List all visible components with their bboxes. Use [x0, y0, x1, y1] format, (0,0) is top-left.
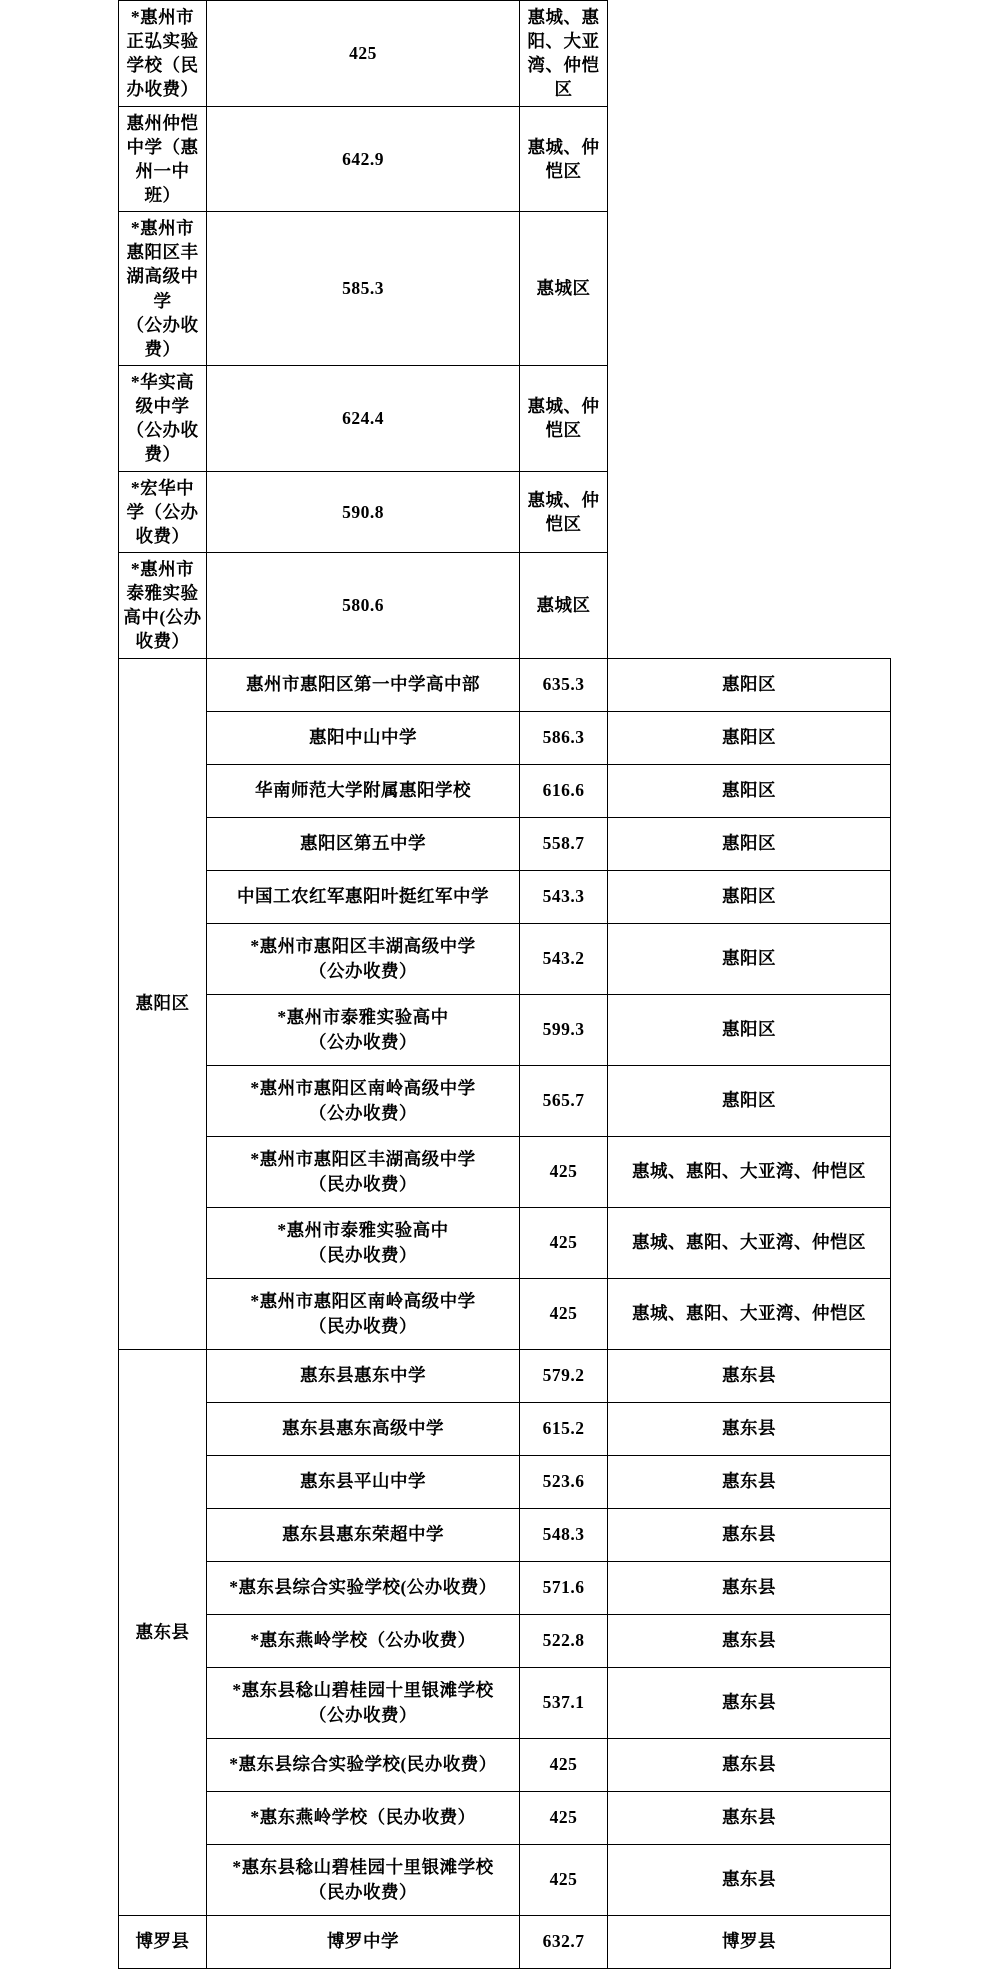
enrollment-area-cell: 惠阳区	[608, 1065, 891, 1136]
table-row	[119, 365, 891, 471]
school-name-line2: （民办收费）	[309, 1315, 417, 1336]
school-name-line1: 博罗中学	[327, 1931, 399, 1952]
school-name-line1: *惠州市惠阳区丰湖高级中学	[250, 1149, 476, 1170]
table-row	[119, 1207, 891, 1278]
table-row	[119, 870, 891, 923]
table-row	[119, 817, 891, 870]
school-name-cell	[207, 870, 520, 923]
enrollment-area-cell: 惠东县	[608, 1614, 891, 1667]
enrollment-area-cell: 惠阳区	[608, 994, 891, 1065]
region-cell: 博罗县	[119, 1915, 207, 1968]
score-cell: 523.6	[520, 1455, 608, 1508]
school-name-line1: *惠州市惠阳区南岭高级中学	[250, 1078, 476, 1099]
table-row	[119, 552, 891, 658]
score-cell: 635.3	[520, 658, 608, 711]
school-name-cell	[207, 711, 520, 764]
school-name-line1: *惠州市泰雅实验高中	[277, 1220, 449, 1241]
school-name-cell	[207, 1508, 520, 1561]
enrollment-area-cell: 惠城区	[520, 212, 608, 366]
school-name-line1: 惠州市惠阳区第一中学高中部	[246, 674, 480, 695]
table-row	[119, 658, 891, 711]
school-name-line2: （民办收费）	[309, 1244, 417, 1265]
region-cell: 惠阳区	[119, 658, 207, 1349]
score-cell: 590.8	[207, 471, 520, 552]
school-name-line1: *惠东县综合实验学校(民办收费）	[229, 1754, 497, 1775]
enrollment-area-cell: 惠城、惠阳、大亚湾、仲恺区	[520, 1, 608, 107]
school-name-line1: *宏华中学（公办收费）	[126, 477, 199, 546]
table-row	[119, 1738, 891, 1791]
school-name-line2: （公办收费）	[126, 314, 199, 359]
table-row	[119, 1349, 891, 1402]
school-name-line1: 惠东县惠东高级中学	[282, 1418, 444, 1439]
table-row	[119, 1065, 891, 1136]
enrollment-area-cell: 惠阳区	[608, 764, 891, 817]
table-row	[119, 1, 891, 107]
table-row	[119, 1508, 891, 1561]
school-name-line1: *惠东县综合实验学校(公办收费）	[229, 1577, 497, 1598]
enrollment-area-cell: 惠东县	[608, 1402, 891, 1455]
school-name-cell	[119, 1, 207, 107]
school-name-line1: 惠州仲恺中学（惠州一中班）	[126, 112, 199, 205]
score-cell: 642.9	[207, 106, 520, 212]
score-cell: 616.6	[520, 764, 608, 817]
table-row	[119, 1136, 891, 1207]
score-cell: 586.3	[520, 711, 608, 764]
enrollment-area-cell: 惠城、惠阳、大亚湾、仲恺区	[608, 1207, 891, 1278]
school-name-line1: *惠州市泰雅实验高中(公办收费）	[123, 558, 202, 652]
table-row	[119, 471, 891, 552]
score-cell: 571.6	[520, 1561, 608, 1614]
admission-score-table	[118, 0, 891, 1969]
school-name-cell	[207, 1738, 520, 1791]
school-name-cell	[207, 1915, 520, 1968]
school-name-cell	[207, 1455, 520, 1508]
score-cell: 425	[520, 1136, 608, 1207]
enrollment-area-cell: 惠东县	[608, 1508, 891, 1561]
enrollment-area-cell: 惠东县	[608, 1791, 891, 1844]
school-name-cell	[207, 1791, 520, 1844]
school-name-line1: 惠东县惠东荣超中学	[282, 1524, 444, 1545]
school-name-cell	[207, 1561, 520, 1614]
school-name-cell	[207, 1136, 520, 1207]
table-body	[119, 1, 891, 1969]
school-name-cell	[207, 1667, 520, 1738]
enrollment-area-cell: 惠东县	[608, 1667, 891, 1738]
school-name-line1: 惠东县平山中学	[300, 1471, 426, 1492]
school-name-line1: *惠东县稔山碧桂园十里银滩学校	[232, 1857, 494, 1878]
school-name-line1: *惠州市惠阳区南岭高级中学	[250, 1291, 476, 1312]
score-cell: 585.3	[207, 212, 520, 366]
score-cell: 425	[520, 1278, 608, 1349]
school-name-cell	[207, 1349, 520, 1402]
school-name-line2: （公办收费）	[309, 1102, 417, 1123]
school-name-line1: 中国工农红军惠阳叶挺红军中学	[237, 886, 489, 907]
enrollment-area-cell: 惠东县	[608, 1844, 891, 1915]
score-cell: 558.7	[520, 817, 608, 870]
school-name-cell	[207, 994, 520, 1065]
table-row	[119, 764, 891, 817]
score-cell: 624.4	[207, 365, 520, 471]
score-cell: 537.1	[520, 1667, 608, 1738]
enrollment-area-cell: 惠城、惠阳、大亚湾、仲恺区	[608, 1136, 891, 1207]
school-name-line2: （民办收费）	[309, 1881, 417, 1902]
table-row	[119, 1667, 891, 1738]
school-name-cell	[119, 212, 207, 366]
enrollment-area-cell: 惠阳区	[608, 658, 891, 711]
table-row	[119, 1278, 891, 1349]
score-cell: 543.2	[520, 923, 608, 994]
score-cell: 522.8	[520, 1614, 608, 1667]
enrollment-area-cell: 惠东县	[608, 1455, 891, 1508]
school-name-line1: *惠州市惠阳区丰湖高级中学	[126, 218, 199, 311]
school-name-line2: （公办收费）	[309, 960, 417, 981]
table-row	[119, 994, 891, 1065]
enrollment-area-cell: 惠东县	[608, 1349, 891, 1402]
school-name-cell	[207, 1207, 520, 1278]
table-row	[119, 212, 891, 366]
table-row	[119, 1844, 891, 1915]
school-name-line2: （公办收费）	[309, 1031, 417, 1052]
enrollment-area-cell: 惠城、仲恺区	[520, 365, 608, 471]
school-name-line1: *惠东燕岭学校（民办收费）	[250, 1807, 476, 1828]
enrollment-area-cell: 惠城区	[520, 552, 608, 658]
school-name-line1: 惠阳中山中学	[309, 727, 417, 748]
table-row	[119, 1561, 891, 1614]
school-name-line1: *惠州市正弘实验学校（民办收费）	[126, 7, 199, 100]
school-name-cell	[207, 1402, 520, 1455]
school-name-line2: （公办收费）	[309, 1704, 417, 1725]
enrollment-area-cell: 惠阳区	[608, 923, 891, 994]
enrollment-area-cell: 惠城、惠阳、大亚湾、仲恺区	[608, 1278, 891, 1349]
score-cell: 579.2	[520, 1349, 608, 1402]
school-name-cell	[207, 1278, 520, 1349]
school-name-line1: 华南师范大学附属惠阳学校	[255, 780, 471, 801]
school-name-cell	[207, 658, 520, 711]
table-row	[119, 1455, 891, 1508]
school-name-line1: 惠东县惠东中学	[300, 1365, 426, 1386]
school-name-line1: *惠州市泰雅实验高中	[277, 1007, 449, 1028]
school-name-cell	[119, 552, 207, 658]
school-name-cell	[119, 365, 207, 471]
table-row	[119, 1614, 891, 1667]
enrollment-area-cell: 惠阳区	[608, 870, 891, 923]
table-row	[119, 923, 891, 994]
school-name-cell	[207, 923, 520, 994]
table-row	[119, 711, 891, 764]
school-name-line1: *惠州市惠阳区丰湖高级中学	[250, 936, 476, 957]
enrollment-area-cell: 惠东县	[608, 1561, 891, 1614]
score-cell: 615.2	[520, 1402, 608, 1455]
score-cell: 425	[207, 1, 520, 107]
enrollment-area-cell: 惠阳区	[608, 711, 891, 764]
school-name-line1: 惠阳区第五中学	[300, 833, 426, 854]
score-cell: 548.3	[520, 1508, 608, 1561]
school-name-cell	[207, 1844, 520, 1915]
school-name-line1: *惠东燕岭学校（公办收费）	[250, 1630, 476, 1651]
school-name-cell	[207, 1065, 520, 1136]
score-cell: 425	[520, 1207, 608, 1278]
table-row	[119, 1915, 891, 1968]
score-cell: 425	[520, 1738, 608, 1791]
enrollment-area-cell: 惠城、仲恺区	[520, 106, 608, 212]
enrollment-area-cell: 博罗县	[608, 1915, 891, 1968]
school-name-cell	[207, 764, 520, 817]
school-name-cell	[119, 471, 207, 552]
score-cell: 599.3	[520, 994, 608, 1065]
table-row	[119, 106, 891, 212]
enrollment-area-cell: 惠阳区	[608, 817, 891, 870]
enrollment-area-cell: 惠城、仲恺区	[520, 471, 608, 552]
table-row	[119, 1402, 891, 1455]
school-name-line1: *华实高级中学（公办收费）	[126, 371, 199, 465]
school-name-cell	[119, 106, 207, 212]
score-cell: 425	[520, 1791, 608, 1844]
school-name-cell	[207, 817, 520, 870]
table-row	[119, 1791, 891, 1844]
school-name-line2: （民办收费）	[309, 1173, 417, 1194]
region-cell: 惠东县	[119, 1349, 207, 1915]
enrollment-area-cell: 惠东县	[608, 1738, 891, 1791]
score-cell: 565.7	[520, 1065, 608, 1136]
school-name-line1: *惠东县稔山碧桂园十里银滩学校	[232, 1680, 494, 1701]
score-cell: 543.3	[520, 870, 608, 923]
score-cell: 632.7	[520, 1915, 608, 1968]
school-name-cell	[207, 1614, 520, 1667]
score-cell: 580.6	[207, 552, 520, 658]
score-cell: 425	[520, 1844, 608, 1915]
